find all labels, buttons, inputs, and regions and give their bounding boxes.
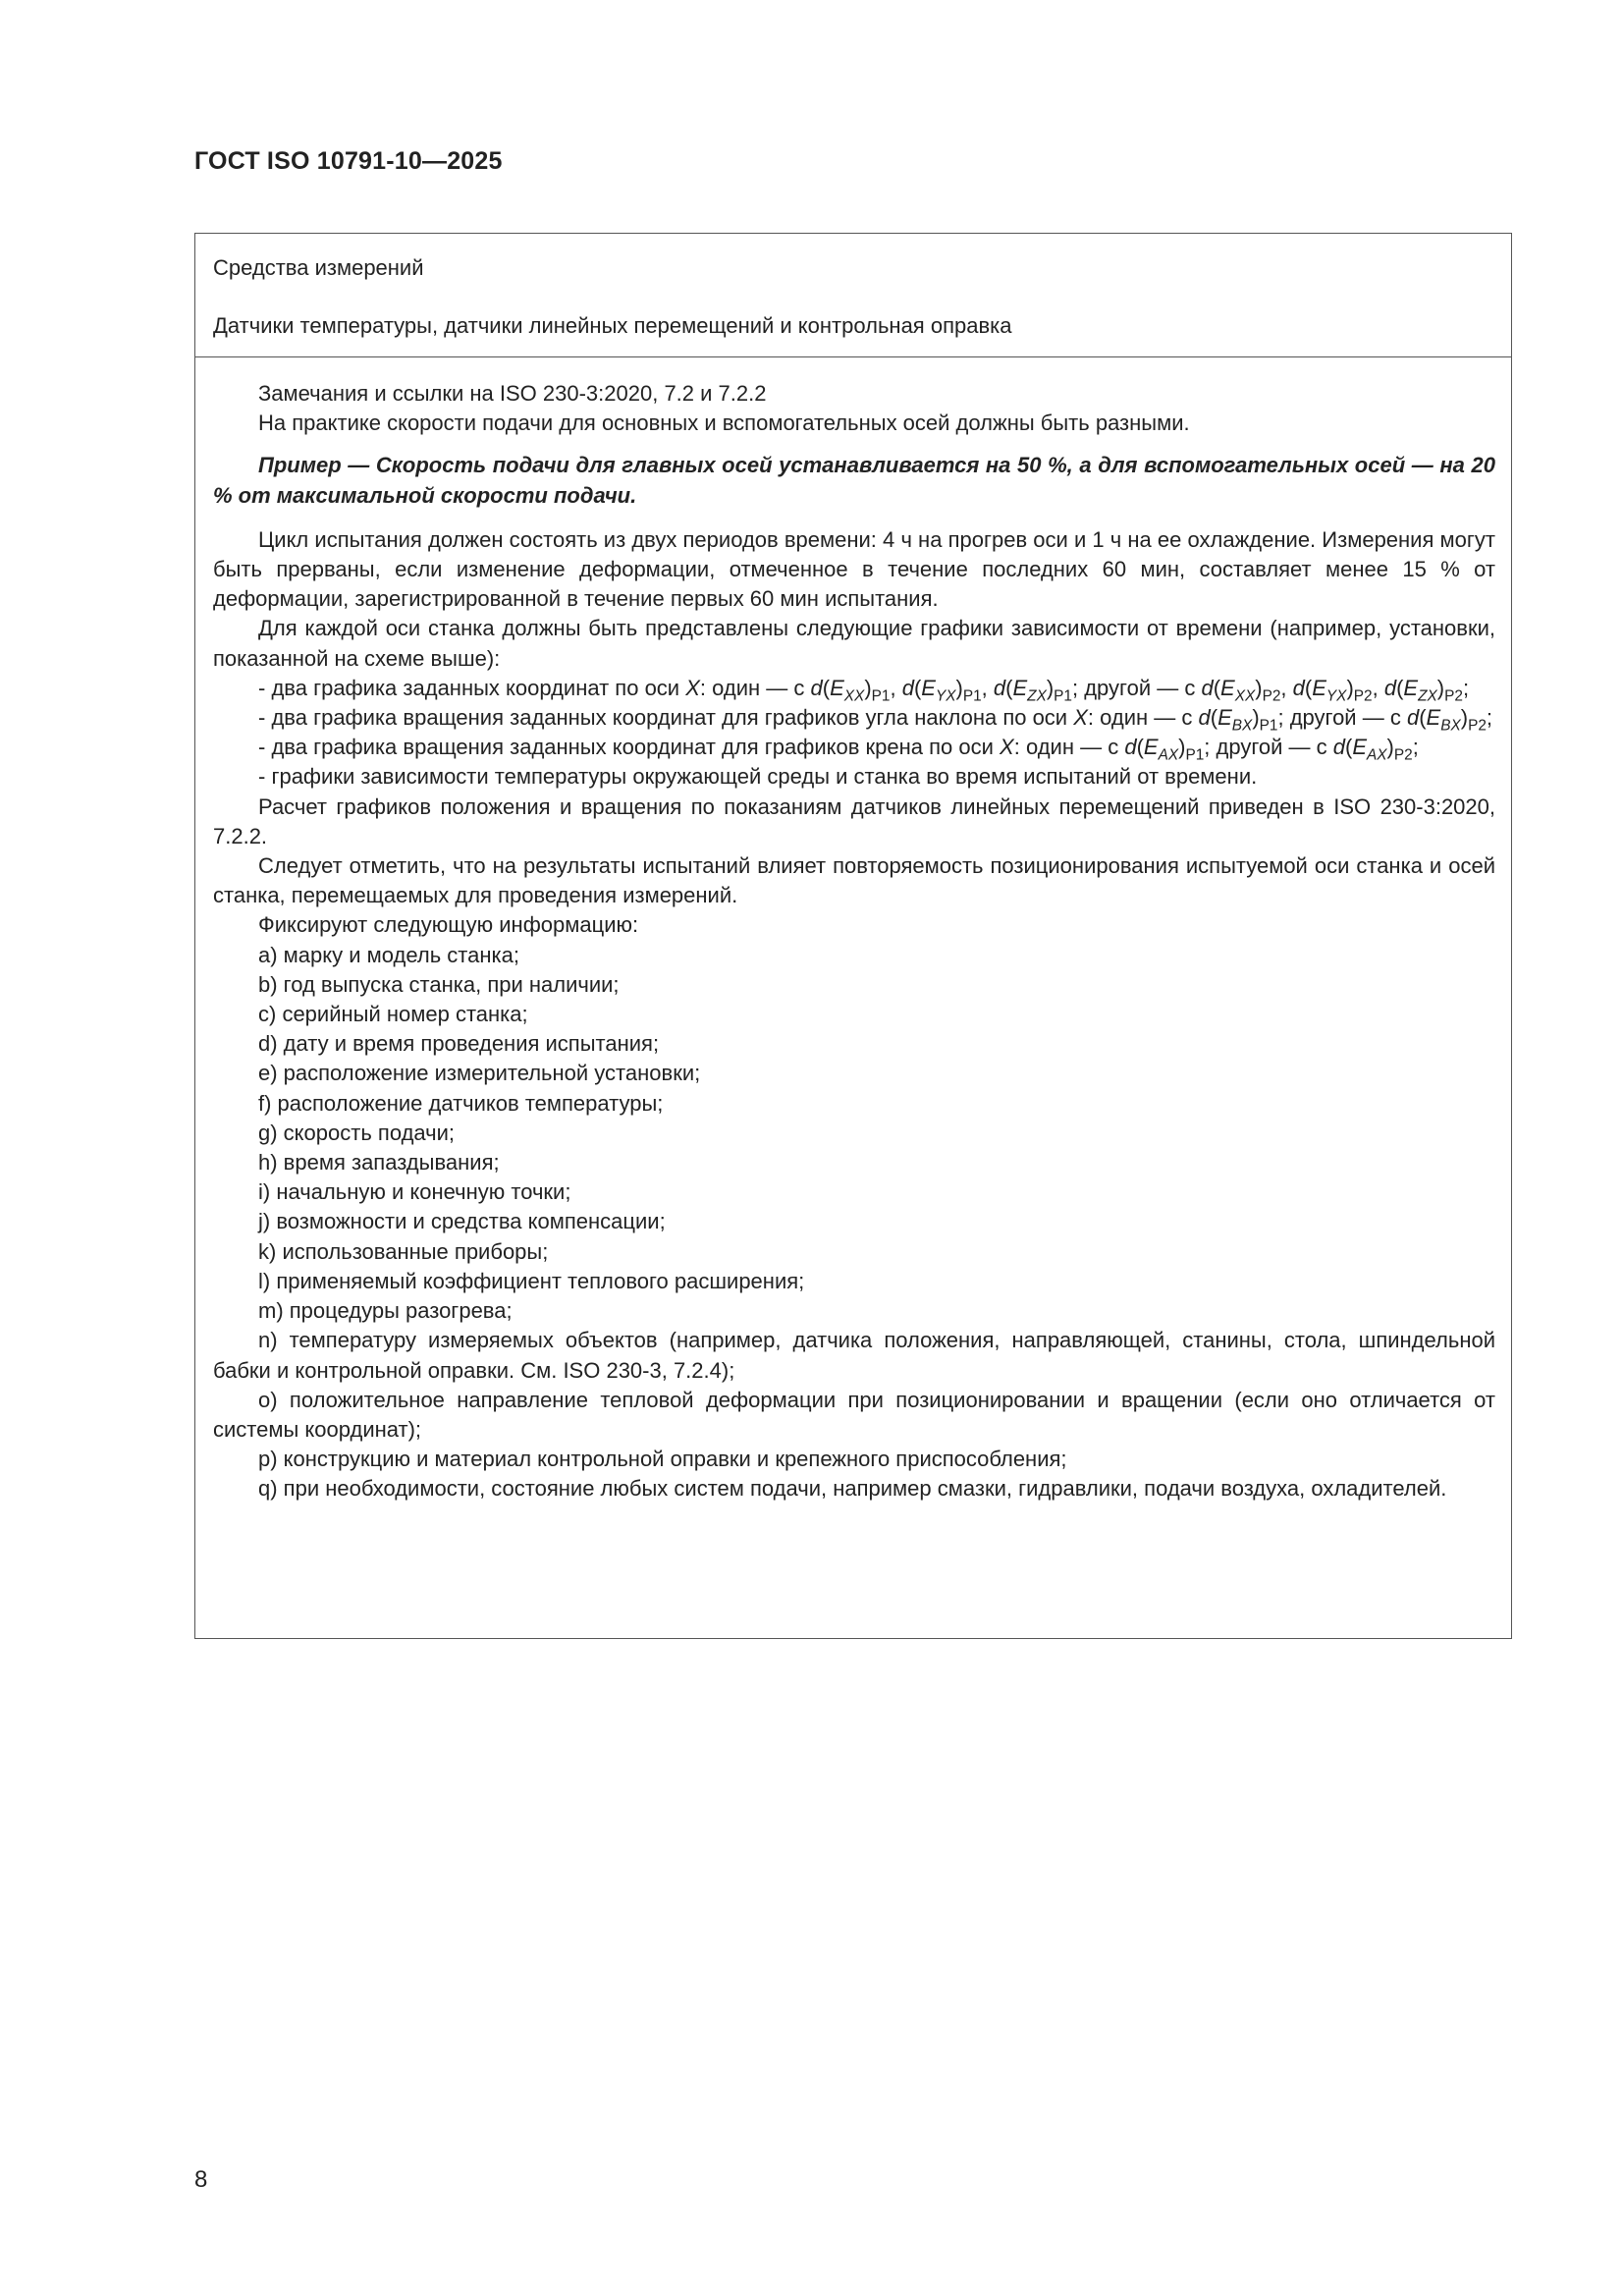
test-description: [213, 379, 1495, 1504]
list-item: c) серийный номер станка;: [258, 1002, 528, 1027]
list-item: a) марку и модель станка;: [258, 942, 519, 967]
measuring-tools-list: Датчики температуры, датчики линейных перемещений и контрольная оправка: [213, 313, 1012, 338]
notes-title: Замечания и ссылки на ISO 230-3:2020, 7.2 и 7.2.2: [258, 381, 767, 406]
document-header: ГОСТ ISO 10791-10—2025: [194, 147, 503, 175]
graph-item-2: - два графика вращения заданных координат для графиков угла наклона по оси X: один — с $d(E_{BX})_{P1}$; другой — с $d(E_{BX})_{P2}$;: [258, 705, 1493, 735]
list-item: j) возможности и средства компенсации;: [258, 1209, 666, 1234]
record-intro: Фиксируют следующую информацию:: [258, 912, 639, 938]
notes-text: На практике скорости подачи для основных и вспомогательных осей должны быть разными.: [258, 410, 1190, 436]
list-item: n) температуру измеряемых объектов (например, датчика положения, направляющей, станины, стола, шпиндельной бабки и контрольной оправки. См. ISO 230-3, 7.2.4);: [213, 1328, 1495, 1383]
calc-paragraph: Расчет графиков положения и вращения по показаниям датчиков линейных перемещений приведен в ISO 230-3:2020, 7.2.2.: [213, 793, 1495, 848]
list-item: q) при необходимости, состояние любых систем подачи, например смазки, гидравлики, подачи воздуха, охладителей.: [258, 1476, 1447, 1502]
graph-item-3: - два графика вращения заданных координат для графиков крена по оси X: один — с $d(E_{AX})_{P1}$; другой — с $d(E_{AX})_{P2}$;: [258, 735, 1419, 764]
list-item: b) год выпуска станка, при наличии;: [258, 971, 620, 997]
list-item: k) использованные приборы;: [258, 1238, 549, 1264]
cycle-paragraph: Цикл испытания должен состоять из двух периодов времени: 4 ч на прогрев оси и 1 ч на ее охлаждение. Измерения могут быть прерваны, если изменение деформации, отмеченное в течение последних 60 мин, составляет менее 15 % от деформации, зарегистрированной в течение первых 60 мин испытания.: [213, 526, 1495, 612]
list-item: g) скорость подачи;: [258, 1120, 456, 1145]
page-number: 8: [194, 2166, 208, 2193]
list-item: m) процедуры разогрева;: [258, 1298, 513, 1324]
example-note: Пример — Скорость подачи для главных осей устанавливается на 50 %, а для вспомогательных осей — на 20 % от максимальной скорости подачи.: [213, 453, 1495, 508]
graphs-intro: Для каждой оси станка должны быть представлены следующие графики зависимости от времени (например, установки, показанной на схеме выше):: [213, 616, 1495, 671]
list-item: o) положительное направление тепловой деформации при позиционировании и вращении (если оно отличается от системы координат);: [213, 1387, 1495, 1442]
list-item: e) расположение измерительной установки;: [258, 1061, 701, 1086]
test-table: [194, 233, 1512, 1639]
list-item: i) начальную и конечную точки;: [258, 1179, 571, 1205]
list-item: f) расположение датчиков температуры;: [258, 1090, 664, 1116]
measuring-tools-heading: Средства измерений: [213, 255, 424, 280]
list-item: h) время запаздывания;: [258, 1150, 500, 1175]
list-item: d) дату и время проведения испытания;: [258, 1031, 660, 1057]
list-item: p) конструкцию и материал контрольной оправки и крепежного приспособления;: [258, 1447, 1067, 1472]
list-item: l) применяемый коэффициент теплового расширения;: [258, 1268, 805, 1293]
repeatability-paragraph: Следует отметить, что на результаты испытаний влияет повторяемость позиционирования испытуемой оси станка и осей станка, перемещаемых для проведения измерений.: [213, 853, 1495, 908]
table-divider: [195, 356, 1511, 357]
graph-item-4: - графики зависимости температуры окружающей среды и станка во время испытаний от времени.: [258, 764, 1258, 790]
graph-item-1: - два графика заданных координат по оси X: один — с $d(E_{XX})_{P1}$, $d(E_{YX})_{P1}$, $d(E_{ZX})_{P1}$; другой — с $d(E_{XX})_{P2}$, $d(E_{YX})_{P2}$, $d(E_{ZX})_{P2}$;: [258, 675, 1470, 705]
